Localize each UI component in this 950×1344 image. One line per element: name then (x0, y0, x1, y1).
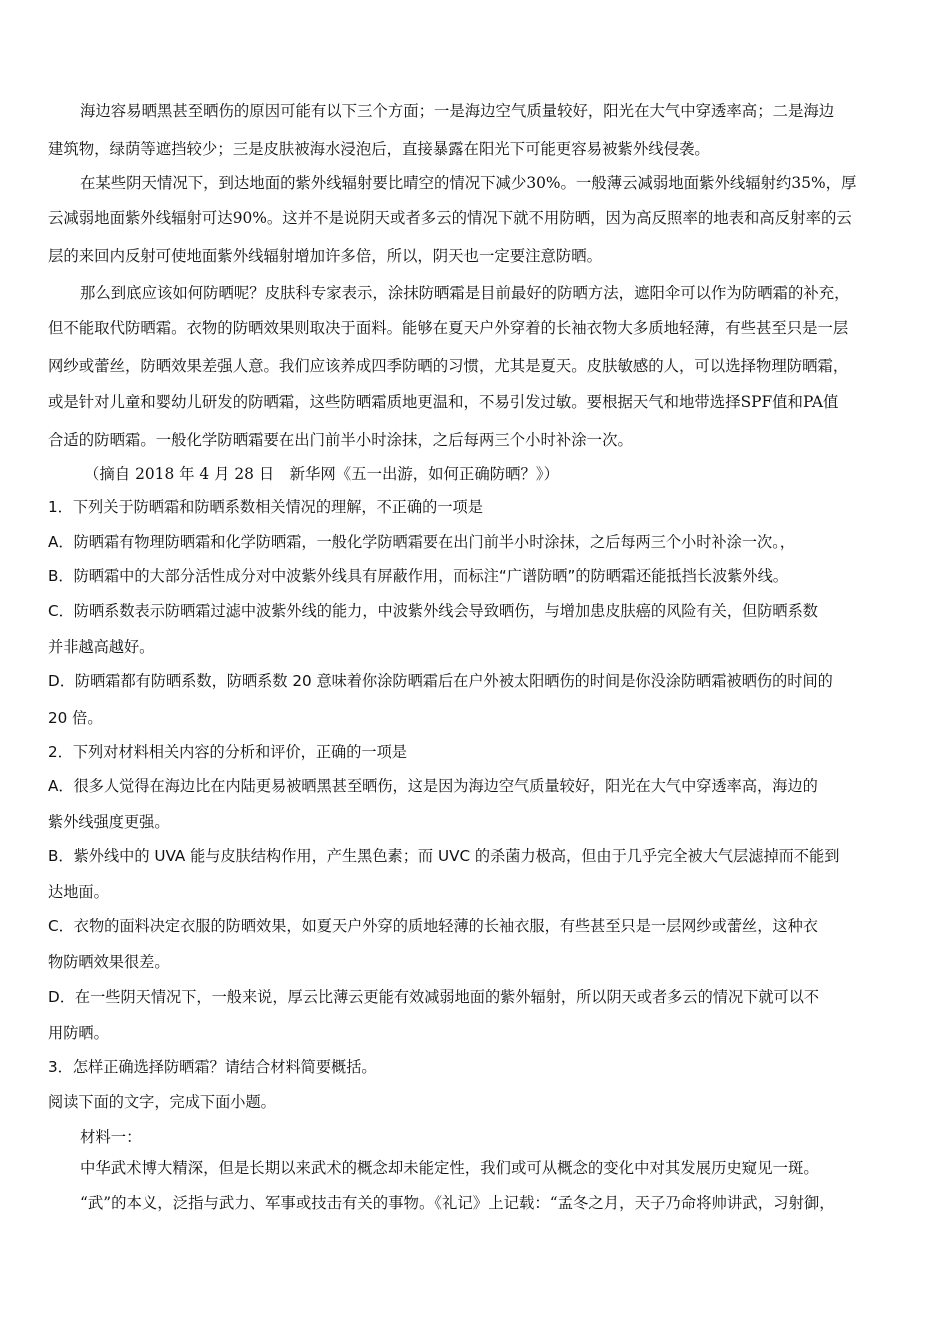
material-line1: 中华武术博大精深，但是长期以来武术的概念却未能定性，我们或可从概念的变化中对其发展历史窥见一斑。 (80, 1159, 819, 1177)
material-label: 材料一： (80, 1128, 142, 1146)
question-1-option-c-line1: C．防晒系数表示防晒霜过滤中波紫外线的能力，中波紫外线会导致晒伤，与增加患皮肤癌的风险有关，但防晒系数 (48, 602, 818, 620)
question-2-option-a-line2: 紫外线强度更强。 (48, 813, 170, 831)
para2-line2: 云减弱地面紫外线辐射可达90%。这并不是说阴天或者多云的情况下就不用防晒，因为高反照率的地表和高反射率的云 (48, 209, 852, 227)
question-1-option-d-line2: 20 倍。 (48, 709, 103, 727)
para1-line1: 海边容易晒黑甚至晒伤的原因可能有以下三个方面；一是海边空气质量较好，阳光在大气中穿透率高；二是海边 (80, 102, 835, 120)
para1-line2: 建筑物，绿荫等遮挡较少；三是皮肤被海水浸泡后，直接暴露在阳光下可能更容易被紫外线侵袭。 (48, 140, 710, 158)
question-2-option-d-line2: 用防晒。 (48, 1024, 109, 1042)
question-1-option-d-line1: D．防晒霜都有防晒系数，防晒系数 20 意味着你涂防晒霜后在户外被太阳晒伤的时间是你没涂防晒霜被晒伤的时间的 (48, 672, 833, 690)
question-2-option-b-line1: B．紫外线中的 UVA 能与皮肤结构作用，产生黑色素；而 UVC 的杀菌力极高，但由于几乎完全被大气层滤掉而不能到 (48, 847, 840, 865)
para2-line1: 在某些阴天情况下，到达地面的紫外线辐射要比晴空的情况下减少30%。一般薄云减弱地面紫外线辐射约35%，厚 (80, 174, 857, 192)
question-3-stem: 3．怎样正确选择防晒霜？请结合材料简要概括。 (48, 1058, 377, 1076)
material-line2: “武”的本义，泛指与武力、军事或技击有关的事物。《礼记》上记载：“孟冬之月，天子乃命将帅讲武，习射御， (80, 1194, 835, 1212)
para3-line5: 合适的防晒霜。一般化学防晒霜要在出门前半小时涂抹，之后每两三个小时补涂一次。 (48, 431, 633, 449)
para2-line3: 层的来回内反射可使地面紫外线辐射增加许多倍，所以，阴天也一定要注意防晒。 (48, 247, 603, 265)
question-2-option-d-line1: D．在一些阴天情况下，一般来说，厚云比薄云更能有效减弱地面的紫外辐射，所以阴天或者多云的情况下就可以不 (48, 988, 820, 1006)
question-1-option-a: A．防晒霜有物理防晒霜和化学防晒霜，一般化学防晒霜要在出门前半小时涂抹，之后每两三个小时补涂一次。， (48, 533, 795, 551)
question-1-option-c-line2: 并非越高越好。 (48, 638, 155, 656)
para3-line4: 或是针对儿童和婴幼儿研发的防晒霜，这些防晒霜质地更温和，不易引发过敏。要根据天气和地带选择SPF值和PA值 (48, 393, 839, 411)
question-1-stem: 1．下列关于防晒霜和防晒系数相关情况的理解，不正确的一项是 (48, 498, 483, 516)
question-1-option-b: B．防晒霜中的大部分活性成分对中波紫外线具有屏蔽作用，而标注“广谱防晒”的防晒霜还能抵挡长波紫外线。 (48, 567, 788, 585)
para3-line1: 那么到底应该如何防晒呢？皮肤科专家表示，涂抹防晒霜是目前最好的防晒方法，遮阳伞可以作为防晒霜的补充， (80, 284, 850, 302)
para3-line3: 网纱或蕾丝，防晒效果差强人意。我们应该养成四季防晒的习惯，尤其是夏天。皮肤敏感的人，可以选择物理防晒霜， (48, 357, 849, 375)
question-2-option-c-line1: C．衣物的面料决定衣服的防晒效果，如夏天户外穿的质地轻薄的长袖衣服，有些甚至只是一层网纱或蕾丝，这种衣 (48, 917, 818, 935)
question-2-option-b-line2: 达地面。 (48, 883, 109, 901)
source-citation: （摘自 2018 年 4 月 28 日 新华网《五一出游，如何正确防晒？》） (84, 465, 559, 483)
question-2-stem: 2．下列对材料相关内容的分析和评价，正确的一项是 (48, 743, 407, 761)
section-instruction: 阅读下面的文字，完成下面小题。 (48, 1093, 276, 1111)
question-2-option-a-line1: A．很多人觉得在海边比在内陆更易被晒黑甚至晒伤，这是因为海边空气质量较好，阳光在大气中穿透率高，海边的 (48, 777, 818, 795)
para3-line2: 但不能取代防晒霜。衣物的防晒效果则取决于面料。能够在夏天户外穿着的长袖衣物大多质地轻薄，有些甚至只是一层 (48, 319, 849, 337)
question-2-option-c-line2: 物防晒效果很差。 (48, 953, 170, 971)
